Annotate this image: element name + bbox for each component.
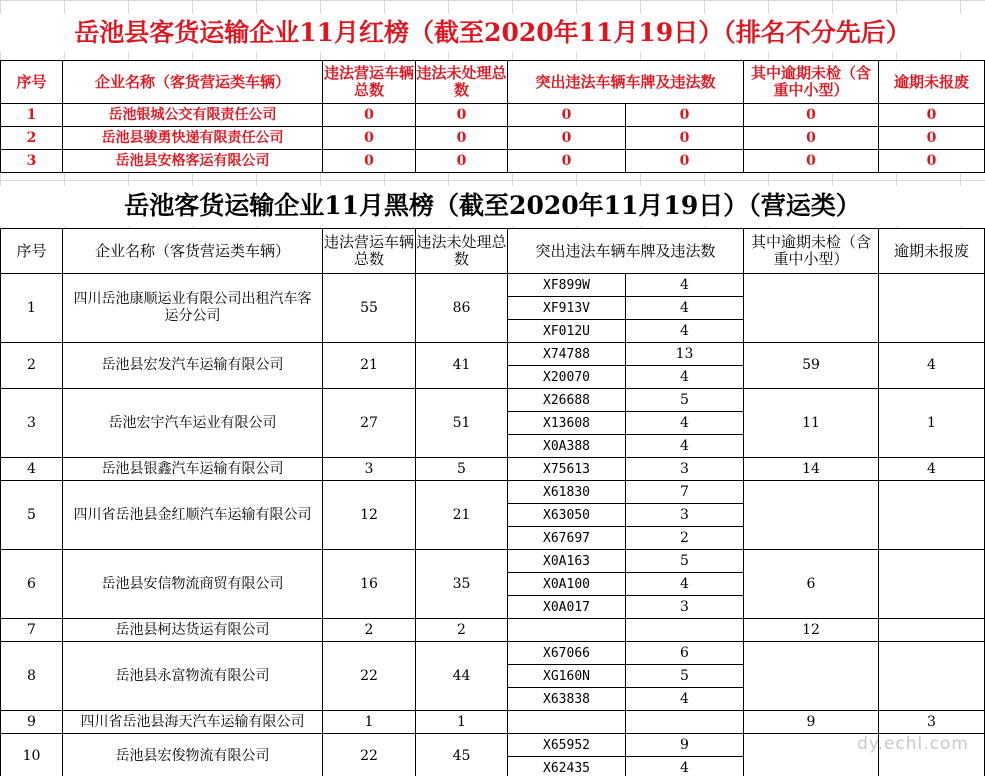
cell-plate-count: 9 <box>626 734 744 757</box>
header-overdue-report: 逾期未报废 <box>879 229 985 274</box>
cell-overdue-inspect <box>744 481 879 550</box>
cell-violations: 22 <box>323 642 416 711</box>
header-plates: 突出违法车辆车牌及违法数 <box>508 61 744 104</box>
cell-overdue-report: 0 <box>879 127 985 150</box>
table-row <box>1 343 985 366</box>
cell-plate: X61830 <box>508 481 626 504</box>
cell-plate-count: 13 <box>626 343 744 366</box>
cell-overdue-inspect: 6 <box>744 550 879 619</box>
cell-plate-count <box>626 711 744 734</box>
cell-plate: XG160N <box>508 665 626 688</box>
cell-plate-count: 4 <box>626 297 744 320</box>
cell-unprocessed: 45 <box>416 734 508 776</box>
cell-violations: 55 <box>323 274 416 343</box>
watermark: dy.echl.com <box>857 734 969 754</box>
cell-plate-count: 0 <box>626 150 744 173</box>
cell-overdue-report: 3 <box>879 711 985 734</box>
red-list-title: 岳池县客货运输企业11月红榜（截至2020年11月19日）（排名不分先后） <box>0 14 985 52</box>
cell-plate-count: 5 <box>626 550 744 573</box>
cell-seq: 7 <box>1 619 63 642</box>
cell-seq: 1 <box>1 274 63 343</box>
cell-overdue-report <box>879 619 985 642</box>
cell-overdue-report <box>879 550 985 619</box>
cell-plate-count: 5 <box>626 389 744 412</box>
cell-unprocessed: 0 <box>416 127 508 150</box>
cell-plate: X63838 <box>508 688 626 711</box>
cell-overdue-inspect: 0 <box>744 127 879 150</box>
cell-plate: X0A163 <box>508 550 626 573</box>
cell-plate: X0A100 <box>508 573 626 596</box>
cell-company: 岳池宏宇汽车运业有限公司 <box>63 389 323 458</box>
cell-overdue-inspect: 59 <box>744 343 879 389</box>
header-company: 企业名称（客货营运类车辆） <box>63 229 323 274</box>
cell-company: 岳池县骏勇快递有限责任公司 <box>63 127 323 150</box>
cell-seq: 3 <box>1 150 63 173</box>
cell-seq: 9 <box>1 711 63 734</box>
cell-company: 岳池银城公交有限责任公司 <box>63 104 323 127</box>
table-row <box>1 150 985 173</box>
cell-violations: 16 <box>323 550 416 619</box>
cell-plate-count: 3 <box>626 596 744 619</box>
header-seq: 序号 <box>1 61 63 104</box>
cell-plate: 0 <box>508 104 626 127</box>
cell-plate <box>508 619 626 642</box>
table-row <box>1 734 985 757</box>
table-row <box>1 481 985 504</box>
cell-plate-count: 0 <box>626 104 744 127</box>
cell-seq: 4 <box>1 458 63 481</box>
cell-plate: X62435 <box>508 757 626 776</box>
cell-seq: 10 <box>1 734 63 776</box>
black-list-title: 岳池客货运输企业11月黑榜（截至2020年11月19日）（营运类） <box>0 186 985 226</box>
red-list-header-row <box>1 61 985 104</box>
cell-plate: X20070 <box>508 366 626 389</box>
cell-plate-count: 6 <box>626 642 744 665</box>
cell-company: 岳池县宏发汽车运输有限公司 <box>63 343 323 389</box>
cell-plate: XF899W <box>508 274 626 297</box>
table-row <box>1 104 985 127</box>
cell-violations: 21 <box>323 343 416 389</box>
cell-overdue-report: 4 <box>879 458 985 481</box>
header-plates: 突出违法车辆车牌及违法数 <box>508 229 744 274</box>
cell-plate <box>508 711 626 734</box>
cell-plate: X26688 <box>508 389 626 412</box>
cell-overdue-inspect: 0 <box>744 104 879 127</box>
cell-violations: 0 <box>323 127 416 150</box>
cell-company: 四川岳池康顺运业有限公司出租汽车客运分公司 <box>63 274 323 343</box>
cell-unprocessed: 41 <box>416 343 508 389</box>
cell-seq: 5 <box>1 481 63 550</box>
cell-violations: 12 <box>323 481 416 550</box>
cell-unprocessed: 35 <box>416 550 508 619</box>
cell-overdue-report: 0 <box>879 150 985 173</box>
cell-violations: 0 <box>323 150 416 173</box>
cell-plate: X65952 <box>508 734 626 757</box>
cell-company: 岳池县永富物流有限公司 <box>63 642 323 711</box>
cell-violations: 3 <box>323 458 416 481</box>
header-seq: 序号 <box>1 229 63 274</box>
cell-unprocessed: 0 <box>416 150 508 173</box>
header-unprocessed: 违法未处理总数 <box>416 61 508 104</box>
cell-overdue-inspect: 9 <box>744 711 879 734</box>
header-unprocessed: 违法未处理总数 <box>416 229 508 274</box>
cell-unprocessed: 0 <box>416 104 508 127</box>
cell-overdue-inspect: 0 <box>744 150 879 173</box>
cell-plate-count: 4 <box>626 757 744 776</box>
cell-seq: 8 <box>1 642 63 711</box>
cell-plate: X63050 <box>508 504 626 527</box>
cell-plate-count: 3 <box>626 504 744 527</box>
cell-seq: 3 <box>1 389 63 458</box>
cell-unprocessed: 1 <box>416 711 508 734</box>
table-row <box>1 642 985 665</box>
cell-overdue-inspect <box>744 274 879 343</box>
cell-unprocessed: 51 <box>416 389 508 458</box>
cell-plate-count: 0 <box>626 127 744 150</box>
cell-overdue-report: 4 <box>879 343 985 389</box>
cell-plate: 0 <box>508 150 626 173</box>
cell-seq: 2 <box>1 127 63 150</box>
cell-overdue-report <box>879 274 985 343</box>
cell-overdue-inspect: 11 <box>744 389 879 458</box>
cell-company: 四川省岳池县海天汽车运输有限公司 <box>63 711 323 734</box>
cell-company: 四川省岳池县金红顺汽车运输有限公司 <box>63 481 323 550</box>
cell-overdue-report: 1 <box>879 389 985 458</box>
cell-plate: X0A017 <box>508 596 626 619</box>
cell-company: 岳池县宏俊物流有限公司 <box>63 734 323 776</box>
cell-company: 岳池县银鑫汽车运输有限公司 <box>63 458 323 481</box>
header-overdue-report: 逾期未报废 <box>879 61 985 104</box>
cell-plate-count: 4 <box>626 366 744 389</box>
cell-seq: 6 <box>1 550 63 619</box>
cell-unprocessed: 2 <box>416 619 508 642</box>
cell-plate: XF012U <box>508 320 626 343</box>
cell-plate: X67697 <box>508 527 626 550</box>
cell-plate-count <box>626 619 744 642</box>
cell-unprocessed: 44 <box>416 642 508 711</box>
cell-plate-count: 4 <box>626 435 744 458</box>
cell-unprocessed: 21 <box>416 481 508 550</box>
header-overdue-inspect: 其中逾期未检（含重中小型） <box>744 61 879 104</box>
cell-overdue-report <box>879 642 985 711</box>
cell-plate: X13608 <box>508 412 626 435</box>
cell-plate-count: 4 <box>626 688 744 711</box>
cell-plate: X75613 <box>508 458 626 481</box>
red-list-table <box>0 60 985 173</box>
cell-overdue-report <box>879 481 985 550</box>
table-row <box>1 711 985 734</box>
cell-seq: 2 <box>1 343 63 389</box>
table-row <box>1 274 985 297</box>
cell-plate-count: 3 <box>626 458 744 481</box>
black-list-table <box>0 228 985 776</box>
header-company: 企业名称（客货营运类车辆） <box>63 61 323 104</box>
cell-violations: 1 <box>323 711 416 734</box>
cell-plate-count: 4 <box>626 412 744 435</box>
table-row <box>1 127 985 150</box>
cell-company: 岳池县柯达货运有限公司 <box>63 619 323 642</box>
cell-company: 岳池县安信物流商贸有限公司 <box>63 550 323 619</box>
cell-overdue-inspect: 14 <box>744 458 879 481</box>
cell-violations: 2 <box>323 619 416 642</box>
table-row <box>1 550 985 573</box>
cell-violations: 22 <box>323 734 416 776</box>
cell-plate-count: 4 <box>626 320 744 343</box>
header-violations: 违法营运车辆总数 <box>323 229 416 274</box>
cell-overdue-inspect <box>744 642 879 711</box>
cell-plate: XF913V <box>508 297 626 320</box>
cell-plate: 0 <box>508 127 626 150</box>
black-list-header-row <box>1 229 985 274</box>
cell-plate-count: 2 <box>626 527 744 550</box>
header-overdue-inspect: 其中逾期未检（含重中小型） <box>744 229 879 274</box>
cell-plate: X0A388 <box>508 435 626 458</box>
cell-violations: 0 <box>323 104 416 127</box>
cell-plate-count: 5 <box>626 665 744 688</box>
table-row <box>1 389 985 412</box>
cell-unprocessed: 5 <box>416 458 508 481</box>
cell-plate: X74788 <box>508 343 626 366</box>
cell-seq: 1 <box>1 104 63 127</box>
cell-company: 岳池县安格客运有限公司 <box>63 150 323 173</box>
table-row <box>1 619 985 642</box>
cell-plate-count: 7 <box>626 481 744 504</box>
cell-plate-count: 4 <box>626 274 744 297</box>
cell-overdue-inspect: 12 <box>744 619 879 642</box>
cell-plate-count: 4 <box>626 573 744 596</box>
table-row <box>1 458 985 481</box>
header-violations: 违法营运车辆总数 <box>323 61 416 104</box>
cell-overdue-report: 0 <box>879 104 985 127</box>
cell-plate: X67066 <box>508 642 626 665</box>
cell-unprocessed: 86 <box>416 274 508 343</box>
cell-violations: 27 <box>323 389 416 458</box>
